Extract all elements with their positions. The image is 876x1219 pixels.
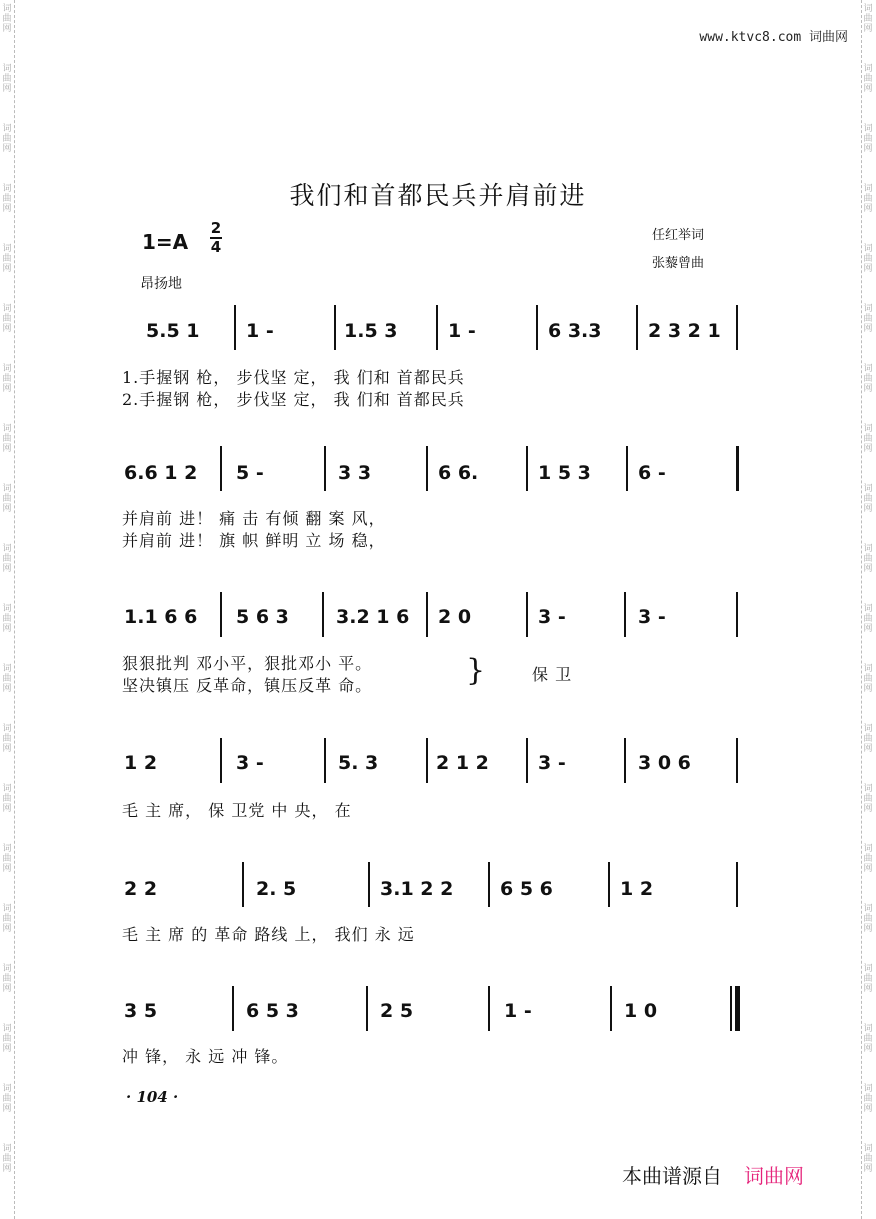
bar-line xyxy=(624,592,626,637)
key-signature: 1=A xyxy=(142,230,189,254)
measure: 3 5 xyxy=(124,1000,158,1022)
bar-line xyxy=(242,862,244,907)
watermark-text: 词 曲 网 xyxy=(863,1084,873,1114)
watermark-text: 词 曲 网 xyxy=(2,1084,12,1114)
watermark-text: 词 曲 网 xyxy=(2,124,12,154)
watermark-text: 词 曲 网 xyxy=(2,4,12,34)
bar-line xyxy=(220,446,222,491)
lyrics-verse-1: 毛 主 席 的 革命 路线 上， 我们 永 远 xyxy=(122,925,415,944)
watermark-text: 词 曲 网 xyxy=(863,664,873,694)
bar-line xyxy=(220,592,222,637)
watermark-text: 词 曲 网 xyxy=(2,484,12,514)
measure: 1 - xyxy=(448,320,476,342)
watermark-text: 词 曲 网 xyxy=(2,1144,12,1174)
bar-line xyxy=(736,592,738,637)
watermark-text: 词 曲 网 xyxy=(2,904,12,934)
measure: 3 0 6 xyxy=(638,752,691,774)
measure: 3 - xyxy=(236,752,264,774)
bar-line xyxy=(426,592,428,637)
measure: 3 - xyxy=(538,606,566,628)
watermark-text: 词 曲 网 xyxy=(863,364,873,394)
measure: 3.1 2 2 xyxy=(380,878,454,900)
bar-line xyxy=(488,986,490,1031)
measure: 5. 3 xyxy=(338,752,379,774)
tempo-marking: 昂扬地 xyxy=(140,276,182,292)
watermark-text: 词 曲 网 xyxy=(863,184,873,214)
watermark-text: 词 曲 网 xyxy=(2,304,12,334)
bar-line xyxy=(626,446,628,491)
bar-line xyxy=(736,738,738,783)
watermark-text: 词 曲 网 xyxy=(863,784,873,814)
measure: 6 5 3 xyxy=(246,1000,299,1022)
measure: 2 5 xyxy=(380,1000,414,1022)
watermark-text: 词 曲 网 xyxy=(863,724,873,754)
bar-line xyxy=(526,592,528,637)
bar-line xyxy=(636,305,638,350)
watermark-text: 词 曲 网 xyxy=(2,1024,12,1054)
song-title: 我们和首都民兵并肩前进 xyxy=(289,181,587,210)
watermark-text: 词 曲 网 xyxy=(2,424,12,454)
bar-line xyxy=(624,738,626,783)
watermark-text: 词 曲 网 xyxy=(863,304,873,334)
measure: 2 3 2 1 xyxy=(648,320,721,342)
watermark-text: 词 曲 网 xyxy=(2,544,12,574)
bar-line xyxy=(608,862,610,907)
measure: 1 - xyxy=(504,1000,532,1022)
watermark-text: 词 曲 网 xyxy=(863,964,873,994)
watermark-text: 词 曲 网 xyxy=(863,544,873,574)
watermark-text: 词 曲 网 xyxy=(863,484,873,514)
measure: 3.2 1 6 xyxy=(336,606,410,628)
measure: 2. 5 xyxy=(256,878,297,900)
measure: 5 - xyxy=(236,462,264,484)
measure: 6 3.3 xyxy=(548,320,602,342)
watermark-text: 词 曲 网 xyxy=(2,664,12,694)
bar-line xyxy=(334,305,336,350)
lyrics-shared: 保 卫 xyxy=(532,665,573,684)
measure: 5 6 3 xyxy=(236,606,289,628)
composer-credit: 张藜曾曲 xyxy=(652,256,705,271)
watermark-text: 词 曲 网 xyxy=(863,244,873,274)
bar-line xyxy=(232,986,234,1031)
watermark-text: 词 曲 网 xyxy=(863,424,873,454)
bar-line xyxy=(324,738,326,783)
watermark-text: 词 曲 网 xyxy=(2,64,12,94)
meter-top: 2 xyxy=(210,219,222,237)
bar-line xyxy=(488,862,490,907)
measure: 2 0 xyxy=(438,606,472,628)
site-url[interactable]: www.ktvc8.com 词曲网 xyxy=(699,30,848,45)
lyrics-verse-2: 2.手握钢 枪， 步伐坚 定， 我 们和 首都民兵 xyxy=(122,390,465,409)
measure: 1.1 6 6 xyxy=(124,606,198,628)
final-bar-line xyxy=(735,986,740,1031)
watermark-text: 词 曲 网 xyxy=(863,1024,873,1054)
bar-line xyxy=(736,305,738,350)
measure: 6 5 6 xyxy=(500,878,553,900)
measure: 1 2 xyxy=(124,752,158,774)
measure: 2 2 xyxy=(124,878,158,900)
watermark-text: 词 曲 网 xyxy=(863,1144,873,1174)
bar-line xyxy=(234,305,236,350)
source-label: 本曲谱源自 xyxy=(622,1164,722,1188)
lyrics-verse-1: 狠狠批判 邓小平，狠批邓小 平。 xyxy=(122,654,373,673)
lyrics-verse-1: 1.手握钢 枪， 步伐坚 定， 我 们和 首都民兵 xyxy=(122,368,465,387)
bar-line xyxy=(322,592,324,637)
measure: 3 - xyxy=(538,752,566,774)
lyrics-verse-2: 并肩前 进！ 旗 帜 鲜明 立 场 稳， xyxy=(122,531,386,550)
watermark-text: 词 曲 网 xyxy=(2,844,12,874)
bar-line xyxy=(426,446,428,491)
watermark-text: 词 曲 网 xyxy=(2,724,12,754)
bar-line xyxy=(536,305,538,350)
measure: 1 0 xyxy=(624,1000,658,1022)
watermark-text: 词 曲 网 xyxy=(2,244,12,274)
watermark-text: 词 曲 网 xyxy=(863,124,873,154)
watermark-text: 词 曲 网 xyxy=(863,844,873,874)
lyrics-verse-2: 坚决镇压 反革命，镇压反革 命。 xyxy=(122,676,373,695)
bar-line xyxy=(526,446,528,491)
measure: 1 - xyxy=(246,320,274,342)
bar-line xyxy=(426,738,428,783)
lyrics-verse-1: 并肩前 进！ 痛 击 有倾 翻 案 风， xyxy=(122,509,386,528)
source-brand-link[interactable]: 词曲网 xyxy=(744,1164,804,1188)
source-credit xyxy=(622,1160,804,1189)
lyrics-verse-1: 冲 锋， 永 远 冲 锋。 xyxy=(122,1047,289,1066)
measure: 6 6. xyxy=(438,462,479,484)
measure: 6.6 1 2 xyxy=(124,462,198,484)
measure: 1 5 3 xyxy=(538,462,591,484)
bar-line xyxy=(220,738,222,783)
time-signature xyxy=(210,220,222,256)
bar-line xyxy=(324,446,326,491)
watermark-text: 词 曲 网 xyxy=(2,964,12,994)
watermark-text: 词 曲 网 xyxy=(863,64,873,94)
watermark-text: 词 曲 网 xyxy=(2,604,12,634)
measure: 1.5 3 xyxy=(344,320,398,342)
bar-line xyxy=(366,986,368,1031)
measure: 6 - xyxy=(638,462,666,484)
lyricist-credit: 任红举词 xyxy=(652,228,705,243)
verse-brace: } xyxy=(466,653,487,688)
measure: 1 2 xyxy=(620,878,654,900)
watermark-text: 词 曲 网 xyxy=(863,904,873,934)
bar-line xyxy=(368,862,370,907)
page-number: · 104 · xyxy=(126,1088,179,1106)
bar-line xyxy=(736,862,738,907)
watermark-text: 词 曲 网 xyxy=(2,784,12,814)
bar-line xyxy=(736,446,739,491)
measure: 2 1 2 xyxy=(436,752,489,774)
measure: 3 3 xyxy=(338,462,372,484)
lyrics-verse-1: 毛 主 席， 保 卫党 中 央， 在 xyxy=(122,801,352,820)
bar-line xyxy=(610,986,612,1031)
bar-line xyxy=(526,738,528,783)
watermark-text: 词 曲 网 xyxy=(2,184,12,214)
meter-bottom: 4 xyxy=(210,238,222,256)
bar-line xyxy=(436,305,438,350)
measure: 5.5 1 xyxy=(146,320,200,342)
measure: 3 - xyxy=(638,606,666,628)
watermark-text: 词 曲 网 xyxy=(863,4,873,34)
bar-line xyxy=(730,986,732,1031)
watermark-text: 词 曲 网 xyxy=(2,364,12,394)
watermark-text: 词 曲 网 xyxy=(863,604,873,634)
